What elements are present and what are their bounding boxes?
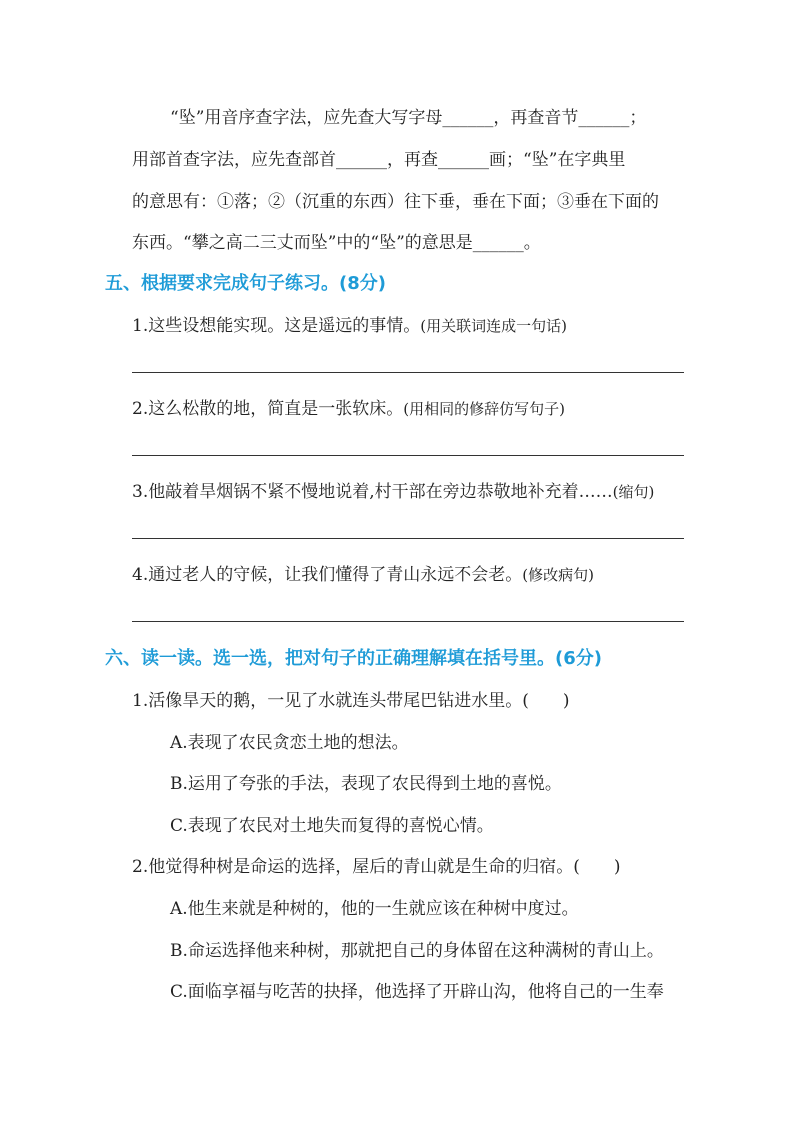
option-2-c: C.面临享福与吃苦的抉择，他选择了开辟山沟，他将自己的一生奉 xyxy=(170,982,664,1002)
question-text: 4.通过老人的守候，让我们懂得了青山永远不会老。 xyxy=(132,565,523,585)
answer-line-1[interactable] xyxy=(132,372,684,373)
section-6-question-2: 2.他觉得种树是命运的选择，屋后的青山就是生命的归宿。( ) xyxy=(132,857,621,877)
section-6-heading: 六、读一读。选一选，把对句子的正确理解填在括号里。(6分) xyxy=(105,648,602,669)
section-5-question-3 xyxy=(132,480,722,504)
question-text: 2.这么松散的地，简直是一张软床。 xyxy=(132,399,404,419)
intro-line-1: “坠”用音序查字法，应先查大写字母______，再查音节______； xyxy=(170,108,647,128)
option-1-a: A.表现了农民贪恋土地的想法。 xyxy=(170,733,409,753)
question-instruction: (用关联词连成一句话) xyxy=(420,317,567,335)
intro-line-2: 用部首查字法，应先查部首______，再查______画；“坠”在字典里 xyxy=(132,150,626,170)
section-5-question-4 xyxy=(132,563,722,587)
option-2-b: B.命运选择他来种树，那就把自己的身体留在这种满树的青山上。 xyxy=(170,941,664,961)
intro-line-4: 东西。“攀之高二三丈而坠”中的“坠”的意思是______。 xyxy=(132,233,541,253)
section-5-heading: 五、根据要求完成句子练习。(8分) xyxy=(105,273,386,294)
option-2-a: A.他生来就是种树的，他的一生就应该在种树中度过。 xyxy=(170,899,579,919)
question-instruction: (修改病句) xyxy=(522,566,594,584)
answer-line-4[interactable] xyxy=(132,621,684,622)
answer-line-3[interactable] xyxy=(132,538,684,539)
question-text: 3.他敲着旱烟锅不紧不慢地说着,村干部在旁边恭敬地补充着…… xyxy=(132,482,613,502)
intro-line-3: 的意思有：①落；②（沉重的东西）往下垂，垂在下面；③垂在下面的 xyxy=(132,192,659,212)
section-5-question-1 xyxy=(132,314,722,338)
option-1-c: C.表现了农民对土地失而复得的喜悦心情。 xyxy=(170,816,494,836)
question-instruction: (缩句) xyxy=(612,483,655,501)
answer-line-2[interactable] xyxy=(132,455,684,456)
option-1-b: B.运用了夸张的手法，表现了农民得到土地的喜悦。 xyxy=(170,774,562,794)
section-5-question-2 xyxy=(132,397,722,421)
section-6-question-1: 1.活像旱天的鹅，一见了水就连头带尾巴钻进水里。( ) xyxy=(132,691,570,711)
question-text: 1.这些设想能实现。这是遥远的事情。 xyxy=(132,316,421,336)
question-instruction: (用相同的修辞仿写句子) xyxy=(403,400,565,418)
